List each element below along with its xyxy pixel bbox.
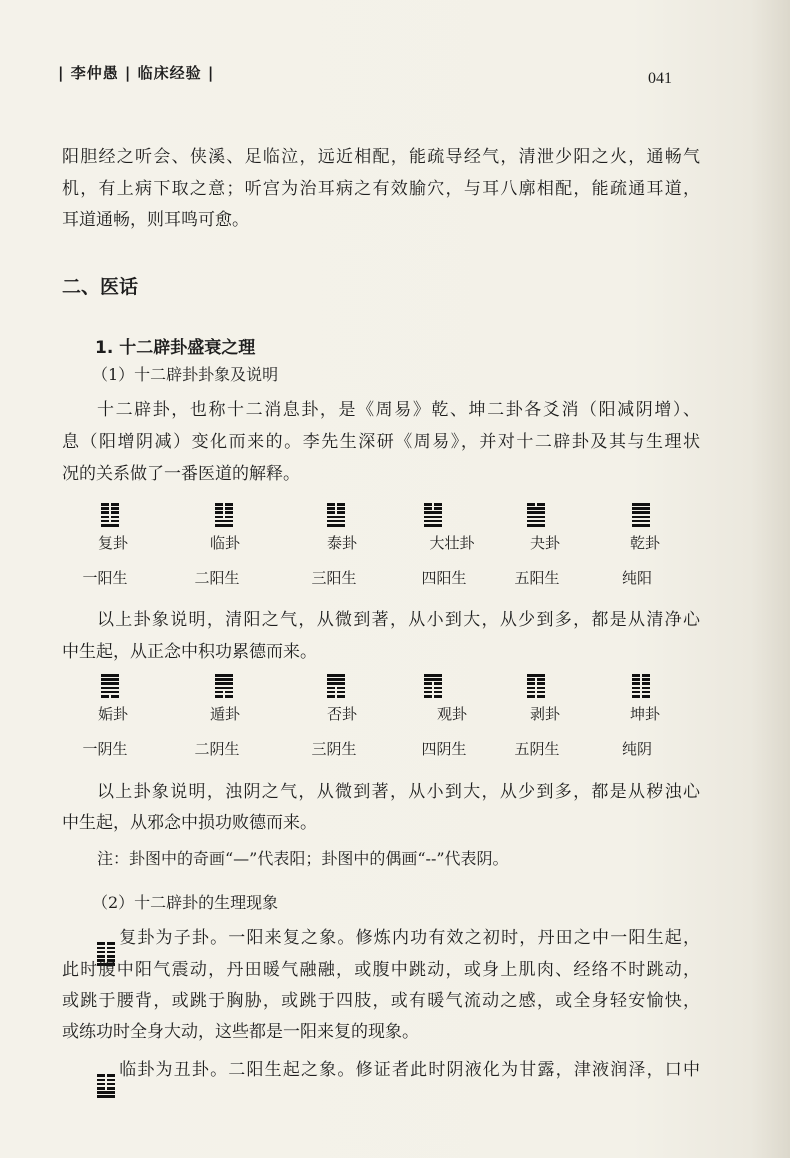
text-line: 或跳于腰背，或跳于胸胁，或跳于四肢，或有暖气流动之感，或全身轻安愉快， bbox=[62, 991, 700, 1011]
hexagram-name: 大壮卦 bbox=[429, 534, 475, 552]
yin-line bbox=[97, 1079, 115, 1082]
yin-line bbox=[215, 691, 233, 694]
hexagram-desc: 三阳生 bbox=[311, 569, 357, 587]
yang-line bbox=[215, 678, 233, 681]
hexagram-icon bbox=[527, 503, 545, 527]
yin-line bbox=[215, 516, 233, 519]
yin-line bbox=[215, 695, 233, 698]
yin-line bbox=[327, 503, 345, 506]
yin-line bbox=[97, 1087, 115, 1090]
hexagram-desc: 五阴生 bbox=[514, 740, 560, 758]
hexagram-name: 坤卦 bbox=[629, 705, 661, 723]
yang-line bbox=[327, 674, 345, 677]
hexagram-desc: 一阳生 bbox=[82, 569, 128, 587]
subsection-title: 1. 十二辟卦盛衰之理 bbox=[95, 338, 256, 358]
yin-line bbox=[632, 678, 650, 681]
yang-line bbox=[97, 1091, 115, 1094]
part2-title: （2）十二辟卦的生理现象 bbox=[92, 893, 279, 912]
yin-line bbox=[424, 691, 442, 694]
text-line: 况的关系做了一番医道的解释。 bbox=[62, 464, 300, 484]
hexagram-icon bbox=[101, 503, 119, 527]
yang-line bbox=[101, 687, 119, 690]
yin-line bbox=[97, 955, 115, 958]
yin-line bbox=[97, 942, 115, 945]
text-line: 息（阳增阴减）变化而来的。李先生深研《周易》，并对十二辟卦及其与生理状 bbox=[62, 432, 700, 452]
hexagram-name: 临卦 bbox=[209, 534, 241, 552]
text-line: 阳胆经之听会、侠溪、足临泣，远近相配，能疏导经气，清泄少阳之火，通畅气 bbox=[62, 147, 700, 167]
yang-line bbox=[327, 678, 345, 681]
part1-title: （1）十二辟卦卦象及说明 bbox=[92, 365, 279, 384]
yin-line bbox=[101, 511, 119, 514]
hexagram-name: 复卦 bbox=[97, 534, 129, 552]
yang-line bbox=[632, 516, 650, 519]
yang-line bbox=[527, 516, 545, 519]
hexagram-icon bbox=[101, 674, 119, 698]
yin-line bbox=[527, 691, 545, 694]
yin-line bbox=[327, 691, 345, 694]
yang-line bbox=[424, 516, 442, 519]
text-line: 以上卦象说明，浊阴之气，从微到著，从小到大，从少到多，都是从秽浊心 bbox=[97, 782, 700, 802]
yang-line bbox=[527, 520, 545, 523]
yang-line bbox=[97, 1095, 115, 1098]
hexagram-desc: 二阳生 bbox=[194, 569, 240, 587]
yin-line bbox=[215, 511, 233, 514]
yin-line bbox=[215, 507, 233, 510]
hexagram-desc: 四阳生 bbox=[421, 569, 467, 587]
yin-line bbox=[327, 695, 345, 698]
hexagram-desc: 纯阴 bbox=[621, 740, 653, 758]
hexagram-icon bbox=[527, 674, 545, 698]
text-line: 中生起，从邪念中损功败德而来。 bbox=[62, 813, 317, 833]
yin-line bbox=[424, 687, 442, 690]
yin-line bbox=[632, 695, 650, 698]
yang-line bbox=[101, 678, 119, 681]
yang-line bbox=[632, 524, 650, 527]
text-line: 此时腹中阳气震动，丹田暖气融融，或腹中跳动，或身上肌肉、经络不时跳动， bbox=[62, 960, 700, 980]
hexagram-desc: 三阴生 bbox=[311, 740, 357, 758]
yin-line bbox=[424, 503, 442, 506]
yin-line bbox=[424, 507, 442, 510]
yin-line bbox=[632, 682, 650, 685]
yang-line bbox=[101, 682, 119, 685]
yin-line bbox=[101, 516, 119, 519]
yang-line bbox=[424, 524, 442, 527]
hexagram-name: 剥卦 bbox=[529, 705, 561, 723]
yang-line bbox=[527, 524, 545, 527]
text-line bbox=[97, 1060, 700, 1098]
yin-line bbox=[327, 511, 345, 514]
yin-line bbox=[101, 520, 119, 523]
yang-line bbox=[215, 520, 233, 523]
yang-line bbox=[527, 674, 545, 677]
hexagram-name: 遁卦 bbox=[209, 705, 241, 723]
hexagram-icon bbox=[424, 674, 442, 698]
yin-line bbox=[527, 678, 545, 681]
yang-line bbox=[424, 511, 442, 514]
hexagram-desc: 纯阳 bbox=[621, 569, 653, 587]
yin-line bbox=[327, 507, 345, 510]
yang-line bbox=[424, 674, 442, 677]
text-line: 中生起，从正念中积功累德而来。 bbox=[62, 642, 317, 662]
yin-line bbox=[527, 682, 545, 685]
hexagram-name: 否卦 bbox=[326, 705, 358, 723]
yin-line bbox=[632, 674, 650, 677]
text-line: 或练功时全身大动，这些都是一阳来复的现象。 bbox=[62, 1022, 419, 1042]
yin-line bbox=[97, 1083, 115, 1086]
hexagram-desc: 五阳生 bbox=[514, 569, 560, 587]
yang-line bbox=[632, 503, 650, 506]
yang-line bbox=[327, 682, 345, 685]
yin-line bbox=[424, 695, 442, 698]
yang-line bbox=[632, 511, 650, 514]
yin-line bbox=[97, 951, 115, 954]
yang-line bbox=[527, 511, 545, 514]
section-title: 二、医话 bbox=[62, 276, 139, 298]
yin-line bbox=[97, 947, 115, 950]
yin-line bbox=[97, 1074, 115, 1077]
hexagram-icon bbox=[215, 674, 233, 698]
lin-hexagram-icon bbox=[97, 1074, 115, 1098]
hexagram-name: 姤卦 bbox=[97, 705, 129, 723]
hexagram-icon bbox=[327, 503, 345, 527]
yang-line bbox=[424, 678, 442, 681]
yin-line bbox=[101, 695, 119, 698]
yin-line bbox=[527, 503, 545, 506]
yin-line bbox=[527, 687, 545, 690]
yin-line bbox=[327, 687, 345, 690]
hexagram-desc: 二阴生 bbox=[194, 740, 240, 758]
text-line: 以上卦象说明，清阳之气，从微到著，从小到大，从少到多，都是从清净心 bbox=[97, 610, 700, 630]
yang-line bbox=[215, 687, 233, 690]
note: 注：卦图中的奇画“—”代表阳；卦图中的偶画“--”代表阴。 bbox=[97, 849, 509, 868]
page-number: 041 bbox=[648, 70, 672, 87]
yin-line bbox=[101, 507, 119, 510]
hexagram-icon bbox=[424, 503, 442, 527]
yang-line bbox=[327, 524, 345, 527]
hexagram-name: 观卦 bbox=[436, 705, 468, 723]
yang-line bbox=[215, 682, 233, 685]
text-span: 复卦为子卦。一阳来复之象。修炼内功有效之初时，丹田之中一阳生起， bbox=[118, 928, 700, 948]
yang-line bbox=[527, 507, 545, 510]
yin-line bbox=[632, 687, 650, 690]
yang-line bbox=[101, 674, 119, 677]
text-line: 耳道通畅，则耳鸣可愈。 bbox=[62, 210, 249, 230]
hexagram-name: 夬卦 bbox=[529, 534, 561, 552]
yang-line bbox=[327, 520, 345, 523]
hexagram-icon bbox=[215, 503, 233, 527]
hexagram-icon bbox=[327, 674, 345, 698]
yang-line bbox=[101, 524, 119, 527]
yin-line bbox=[632, 691, 650, 694]
hexagram-desc: 一阴生 bbox=[82, 740, 128, 758]
yang-line bbox=[424, 520, 442, 523]
yin-line bbox=[101, 503, 119, 506]
yang-line bbox=[215, 524, 233, 527]
yin-line bbox=[215, 503, 233, 506]
yin-line bbox=[424, 682, 442, 685]
hexagram-icon bbox=[632, 503, 650, 527]
hexagram-name: 泰卦 bbox=[326, 534, 358, 552]
text-span: 临卦为丑卦。二阳生起之象。修证者此时阴液化为甘露，津液润泽，口中 bbox=[118, 1060, 700, 1080]
yang-line bbox=[101, 691, 119, 694]
hexagram-name: 乾卦 bbox=[629, 534, 661, 552]
yin-line bbox=[527, 695, 545, 698]
text-line: 十二辟卦，也称十二消息卦，是《周易》乾、坤二卦各爻消（阳减阴增）、 bbox=[97, 400, 700, 420]
yang-line bbox=[632, 520, 650, 523]
yang-line bbox=[327, 516, 345, 519]
yang-line bbox=[215, 674, 233, 677]
hexagram-desc: 四阴生 bbox=[421, 740, 467, 758]
yang-line bbox=[632, 507, 650, 510]
hexagram-icon bbox=[632, 674, 650, 698]
running-header: | 李仲愚 | 临床经验 | bbox=[58, 64, 215, 82]
text-line: 机，有上病下取之意；听宫为治耳病之有效腧穴，与耳八廓相配，能疏通耳道， bbox=[62, 179, 700, 199]
